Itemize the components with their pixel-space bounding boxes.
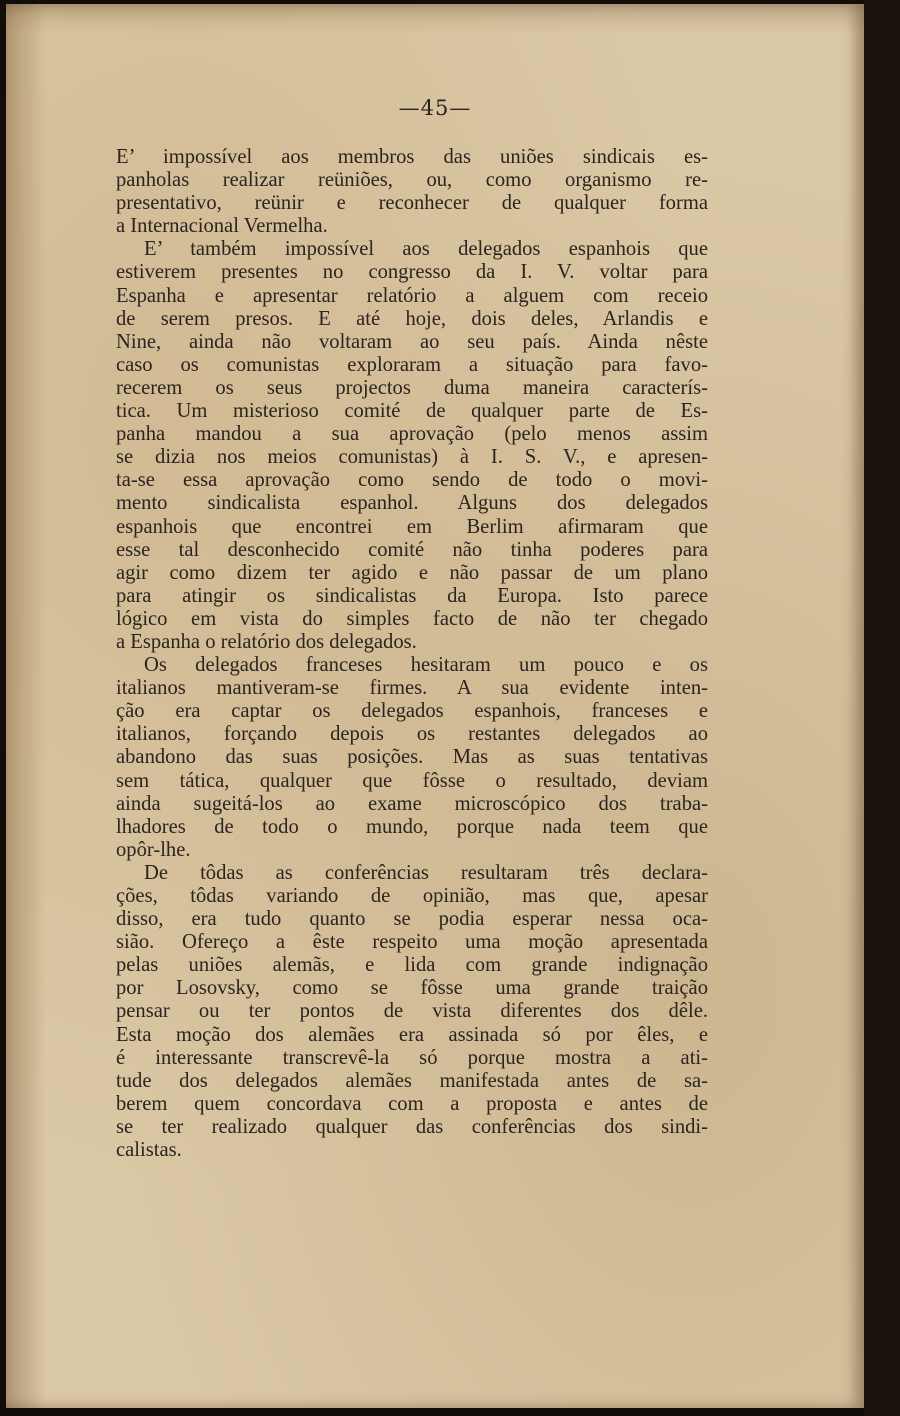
paragraph-4 [116,862,708,1162]
book-page [6,4,864,1408]
text-line: mento sindicalista espanhol. Alguns dos delegados [116,492,708,515]
text-line: caso os comunistas exploraram a situação para favo- [116,353,708,376]
text-line: ainda sugeitá-los ao exame microscópico dos traba- [116,792,708,815]
text-line: pelas uniões alemãs, e lida com grande indignação [116,954,708,977]
text-line: de serem presos. E até hoje, dois deles, Arlandis e [116,307,708,330]
text-line: se ter realizado qualquer das conferências dos sindi- [116,1115,708,1138]
text-line: pensar ou ter pontos de vista diferentes dos dêle. [116,1000,708,1023]
text-line: italianos, forçando depois os restantes delegados ao [116,723,708,746]
text-line: recerem os seus projectos duma maneira caracterís- [116,376,708,399]
text-line: ções, tôdas variando de opinião, mas que, apesar [116,885,708,907]
text-line: calistas. [116,1139,182,1162]
text-line: opôr-lhe. [116,838,191,861]
paragraph-1 [116,146,708,238]
text-line: agir como dizem ter agido e não passar de um plano [116,561,708,584]
text-line: abandono das suas posições. Mas as suas tentativas [116,746,708,769]
text-line: esse tal desconhecido comité não tinha poderes para [116,538,708,561]
text-line: espanhois que encontrei em Berlim afirmaram que [116,515,708,538]
text-line: tude dos delegados alemães manifestada antes de sa- [116,1069,708,1092]
text-line: para atingir os sindicalistas da Europa. Isto parece [116,584,708,607]
text-line: Esta moção dos alemães era assinada só por êles, e [116,1023,708,1046]
text-line: italianos mantiveram-se firmes. A sua evidente inten- [116,677,708,700]
body-text [116,146,708,1162]
text-line: é interessante transcrevê-la só porque mostra a ati- [116,1046,708,1069]
text-line: berem quem concordava com a proposta e antes de [116,1092,708,1115]
text-line: E’ impossível aos membros das uniões sindicais es- [116,146,708,168]
text-line: lógico em vista do simples facto de não ter chegado [116,607,708,630]
text-line: a Espanha o relatório dos delegados. [116,630,417,653]
text-line: tica. Um misterioso comité de qualquer parte de Es- [116,400,708,423]
text-line: disso, era tudo quanto se podia esperar nessa oca- [116,908,708,931]
book-gutter-shadow [864,0,900,1416]
text-line: sião. Ofereço a êste respeito uma moção apresentada [116,931,708,954]
text-line: De tôdas as conferências resultaram três declara- [144,861,708,884]
text-line: a Internacional Vermelha. [116,215,328,238]
text-line: lhadores de todo o mundo, porque nada teem que [116,815,708,838]
text-line: panha mandou a sua aprovação (pelo menos assim [116,423,708,446]
paragraph-2 [116,238,708,654]
text-line: Espanha e apresentar relatório a alguem com receio [116,284,708,307]
text-line: presentativo, reünir e reconhecer de qualquer forma [116,192,708,215]
text-line: sem tática, qualquer que fôsse o resultado, deviam [116,769,708,792]
text-line: por Losovsky, como se fôsse uma grande traição [116,977,708,1000]
text-line: Os delegados franceses hesitaram um pouco e os [144,654,708,677]
text-line: ta-se essa aprovação como sendo de todo o movi- [116,469,708,492]
text-line: estiverem presentes no congresso da I. V. voltar para [116,261,708,284]
page-number: —45— [398,96,472,120]
text-line: se dizia nos meios comunistas) à I. S. V., e apresen- [116,446,708,469]
text-line: ção era captar os delegados espanhois, franceses e [116,700,708,723]
paragraph-3 [116,654,708,862]
text-line: E’ também impossível aos delegados espanhois que [144,238,708,261]
text-line: panholas realizar reüniões, ou, como organismo re- [116,169,708,192]
text-line: Nine, ainda não voltaram ao seu país. Ainda nêste [116,330,708,353]
